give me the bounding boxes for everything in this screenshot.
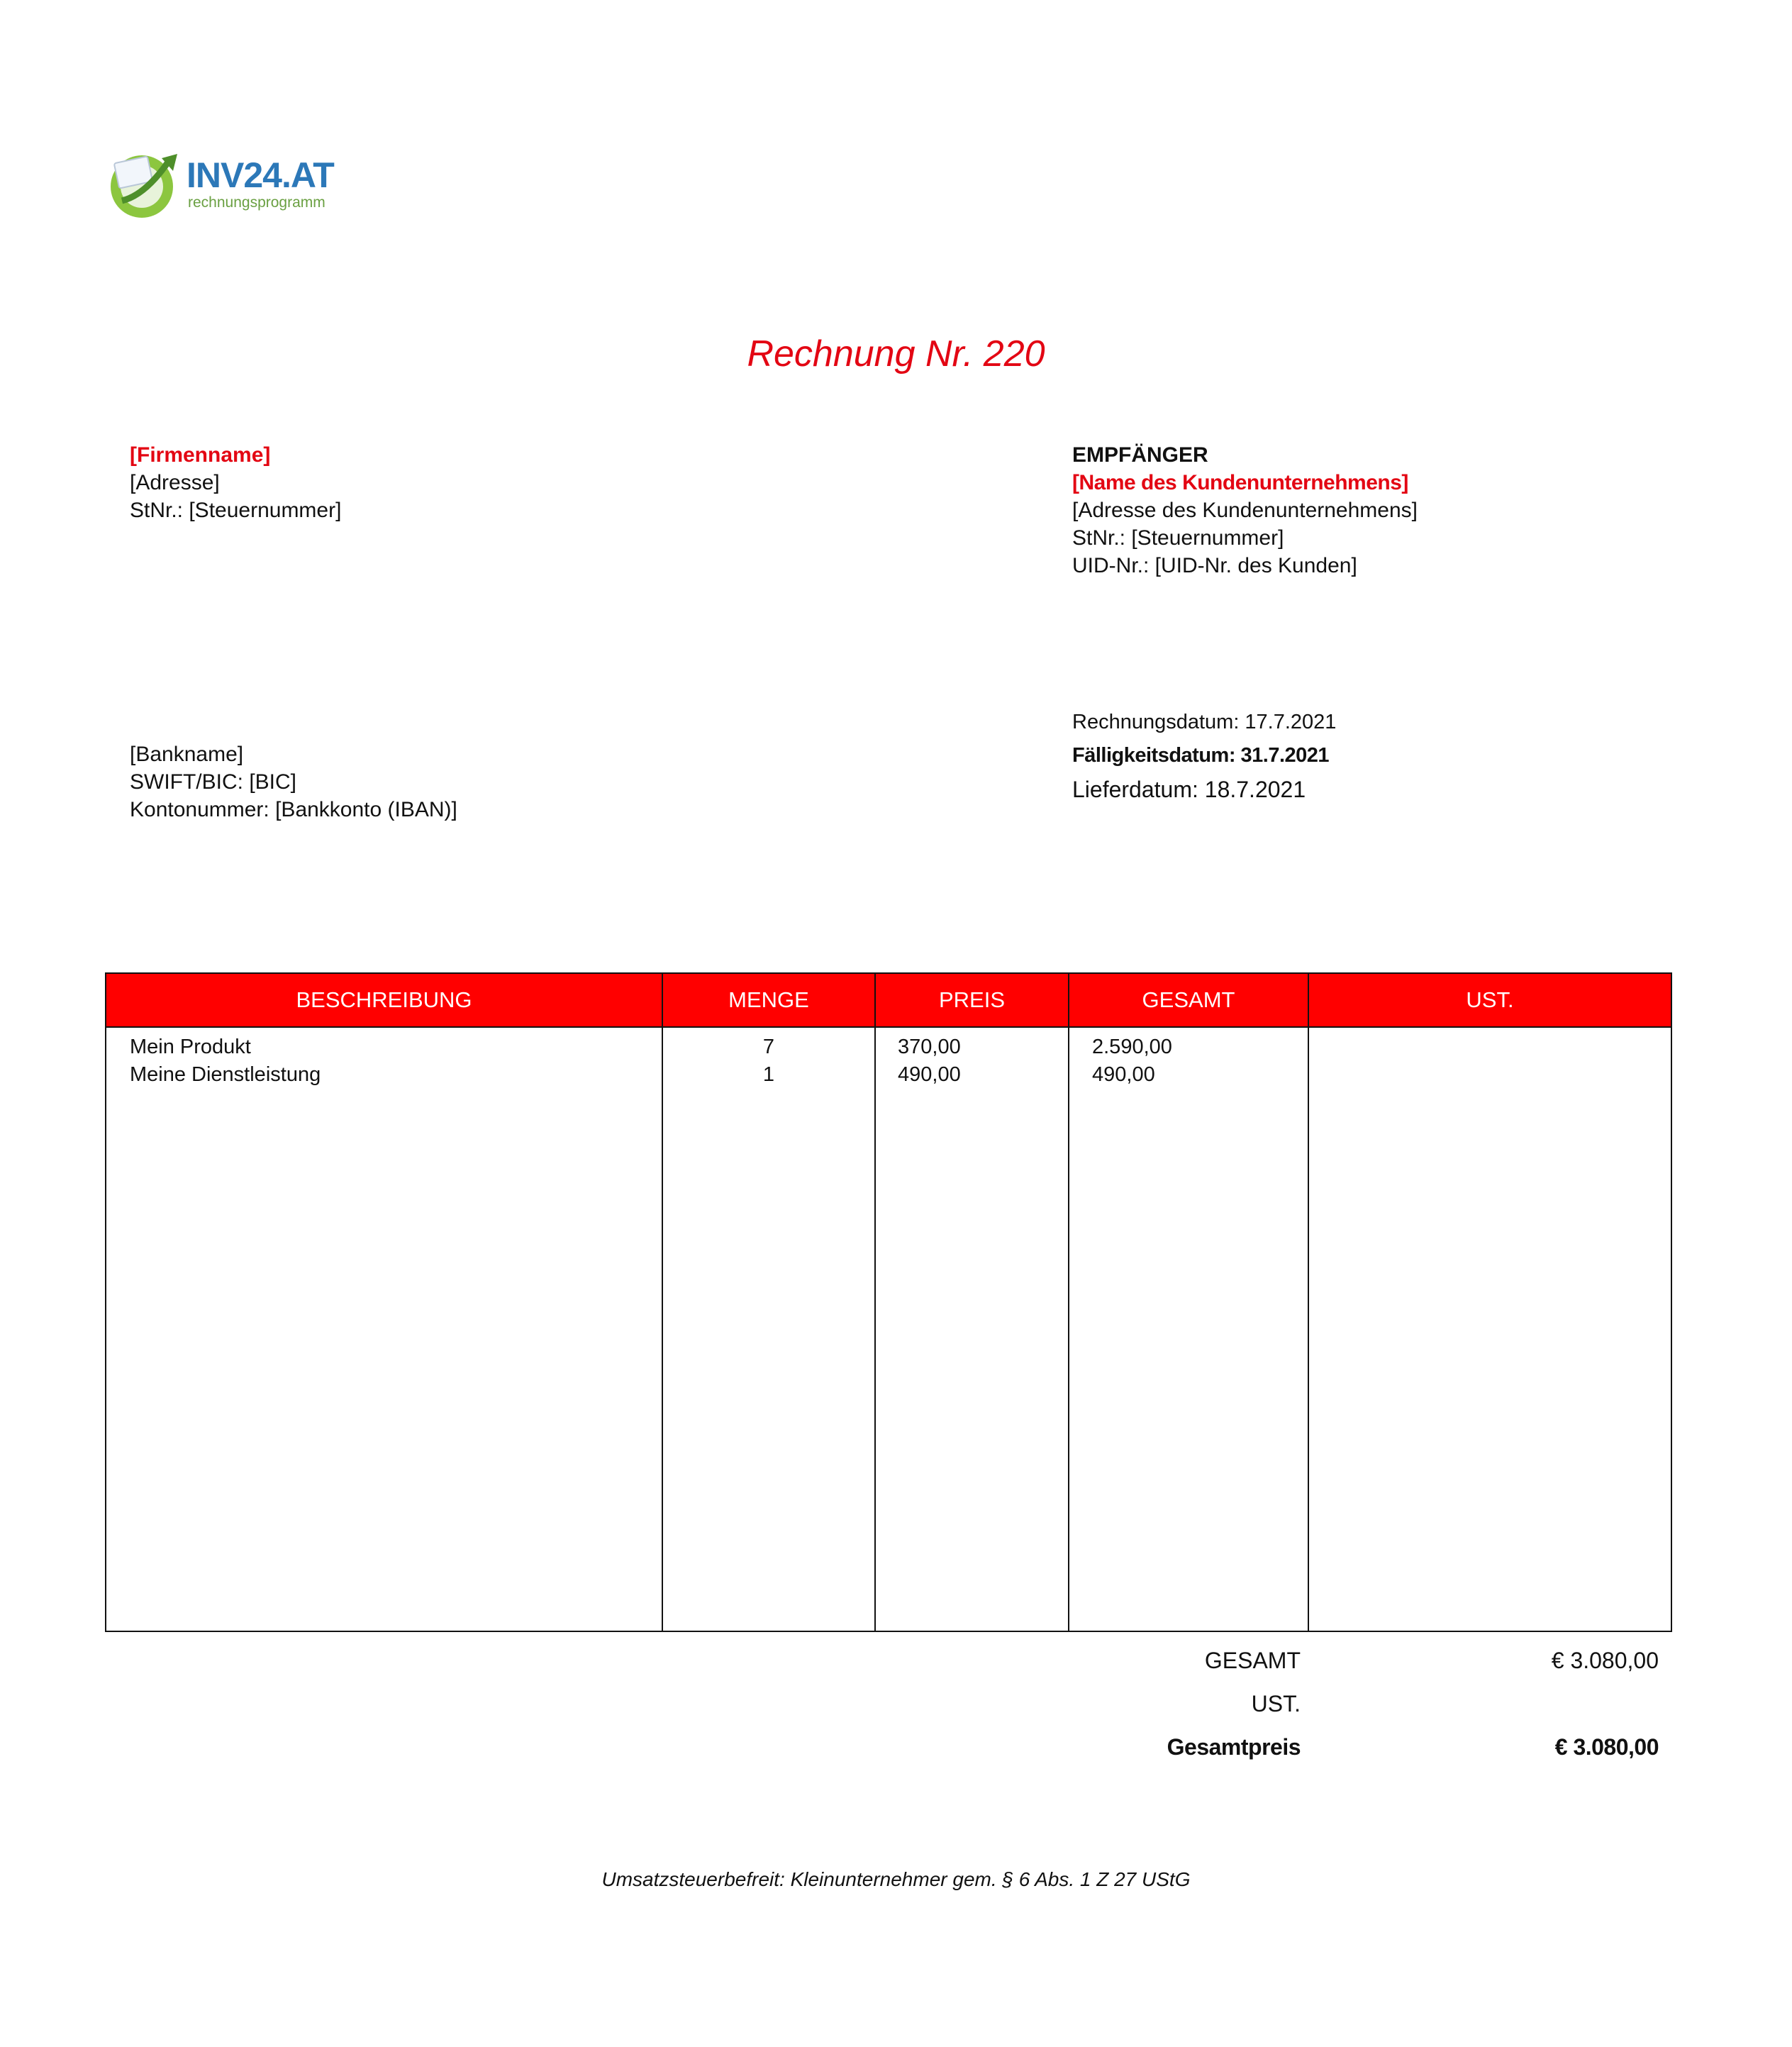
invoice-title: Rechnung Nr. 220 (747, 333, 1045, 375)
due-date: Fälligkeitsdatum: 31.7.2021 (1072, 744, 1330, 767)
sender-tax-number: StNr.: [Steuernummer] (130, 499, 342, 522)
subtotal-label: GESAMT (1204, 1648, 1301, 1673)
bank-block (130, 740, 457, 823)
table-body (106, 1033, 1671, 1089)
table-row (106, 1033, 1671, 1061)
dates-block (1072, 706, 1336, 806)
row-total: 2.590,00 (1092, 1036, 1172, 1058)
bank-name: [Bankname] (130, 743, 244, 766)
vat-label: UST. (1251, 1691, 1301, 1716)
sender-block (130, 441, 341, 524)
recipient-heading: EMPFÄNGER (1072, 443, 1208, 467)
header-description: BESCHREIBUNG (296, 987, 472, 1012)
header-total: GESAMT (1142, 987, 1235, 1012)
header-quantity: MENGE (728, 987, 809, 1012)
line-items-table (105, 972, 1672, 1632)
sender-address: [Adresse] (130, 471, 220, 494)
recipient-tax-number: StNr.: [Steuernummer] (1072, 526, 1284, 550)
grand-total-value: € 3.080,00 (1554, 1734, 1659, 1760)
logo-wordmark: INV24.AT (187, 155, 334, 195)
delivery-date: Lieferdatum: 18.7.2021 (1072, 777, 1306, 802)
invoice-date: Rechnungsdatum: 17.7.2021 (1072, 711, 1337, 733)
bank-account: Kontonummer: [Bankkonto (IBAN)] (130, 798, 457, 821)
recipient-uid: UID-Nr.: [UID-Nr. des Kunden] (1072, 554, 1357, 577)
row-description: Mein Produkt (130, 1036, 251, 1058)
header-price: PREIS (938, 987, 1006, 1012)
row-quantity: 1 (762, 1063, 775, 1086)
row-price: 370,00 (898, 1036, 961, 1058)
row-description: Meine Dienstleistung (130, 1063, 321, 1086)
table-row (106, 1061, 1671, 1089)
logo-tagline: rechnungsprogramm (188, 194, 325, 211)
row-total: 490,00 (1092, 1063, 1155, 1086)
recipient-address: [Adresse des Kundenunternehmens] (1072, 499, 1418, 522)
tax-exemption-note: Umsatzsteuerbefreit: Kleinunternehmer gem. § 6 Abs. 1 Z 27 UStG (601, 1868, 1191, 1890)
sender-company: [Firmenname] (130, 443, 271, 467)
row-quantity: 7 (762, 1036, 775, 1058)
recipient-block (1072, 441, 1418, 579)
row-price: 490,00 (898, 1063, 961, 1086)
table-header (106, 974, 1671, 1028)
recipient-company: [Name des Kundenunternehmens] (1072, 471, 1408, 494)
header-vat: UST. (1466, 987, 1514, 1012)
grand-total-label: Gesamtpreis (1167, 1734, 1301, 1760)
subtotal-value: € 3.080,00 (1551, 1648, 1659, 1673)
bank-swift: SWIFT/BIC: [BIC] (130, 770, 297, 794)
